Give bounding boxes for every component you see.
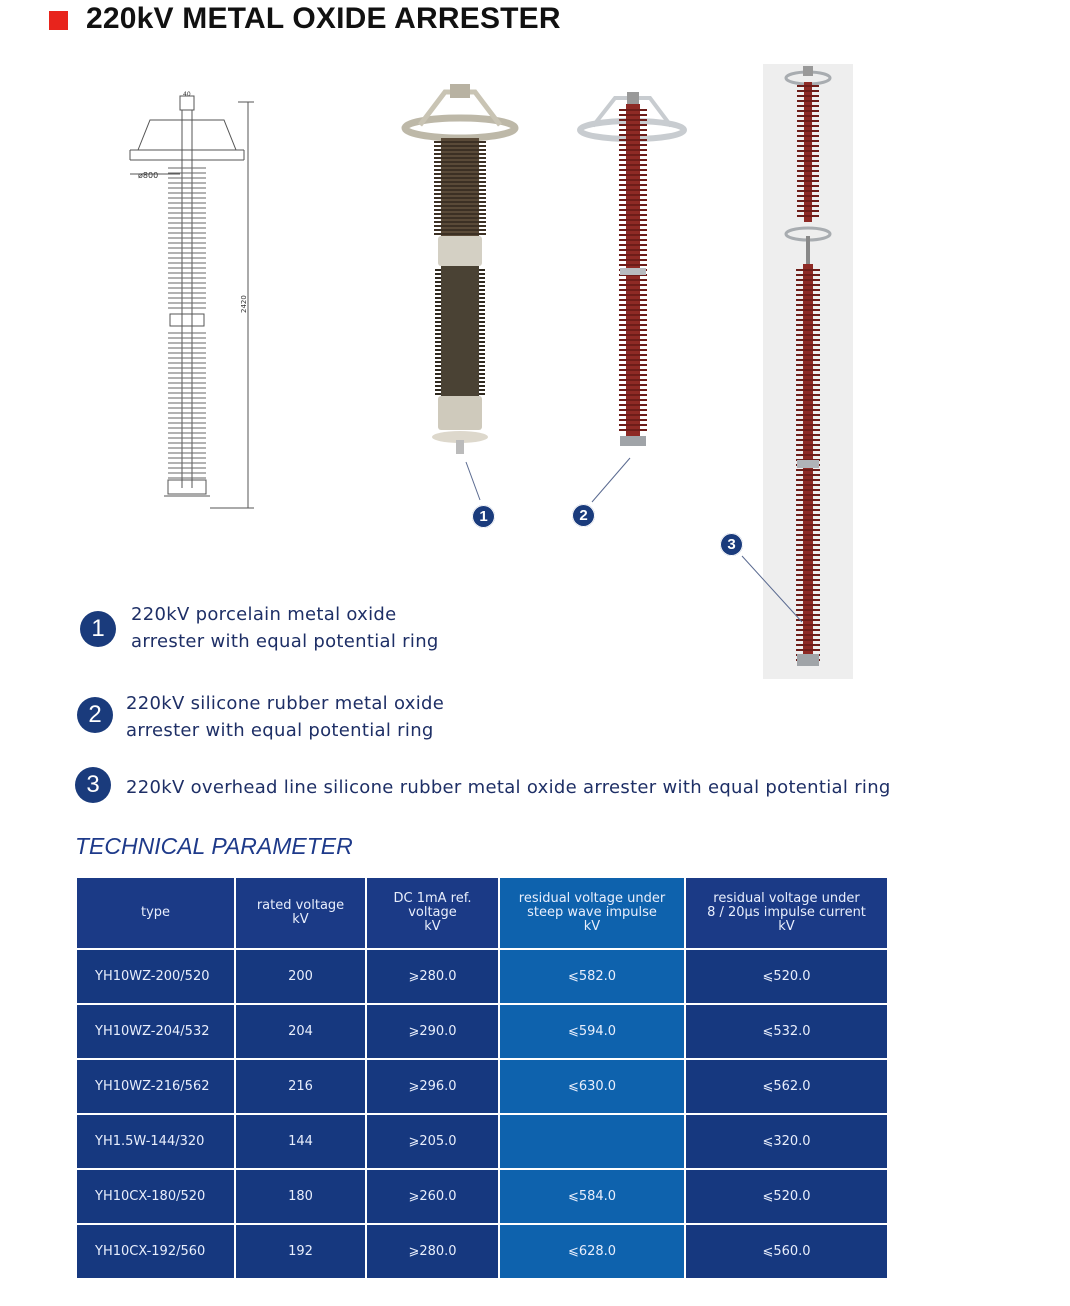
- cell-type: YH10WZ-216/562: [76, 1059, 235, 1114]
- legend-item-3-line1: 220kV overhead line silicone rubber metal oxide arrester with equal potential ring: [126, 777, 891, 798]
- header-type: type: [76, 877, 235, 949]
- cell-steep-wave-residual: ⩽630.0: [499, 1059, 685, 1114]
- table-header-row: [76, 877, 888, 949]
- cell-rated-voltage: 200: [235, 949, 366, 1004]
- cell-impulse-residual: ⩽560.0: [685, 1224, 888, 1279]
- cell-steep-wave-residual: ⩽594.0: [499, 1004, 685, 1059]
- callout-1: 1: [472, 505, 495, 528]
- cell-type: YH10WZ-204/532: [76, 1004, 235, 1059]
- cell-type: YH10CX-180/520: [76, 1169, 235, 1224]
- legend-item-2-line2: arrester with equal potential ring: [126, 720, 434, 741]
- header-rated-voltage: rated voltage kV: [235, 877, 366, 949]
- page-title: 220kV METAL OXIDE ARRESTER: [86, 2, 561, 35]
- cell-steep-wave-residual: [499, 1114, 685, 1169]
- legend-item-2-line1: 220kV silicone rubber metal oxide: [126, 693, 445, 714]
- header-impulse-residual: residual voltage under 8 / 20μs impulse current kV: [685, 877, 888, 949]
- cell-impulse-residual: ⩽562.0: [685, 1059, 888, 1114]
- legend-item-1-line2: arrester with equal potential ring: [131, 631, 439, 652]
- top-label: 40: [183, 91, 191, 98]
- cell-type: YH10WZ-200/520: [76, 949, 235, 1004]
- cell-type: YH10CX-192/560: [76, 1224, 235, 1279]
- table-row: [76, 1224, 888, 1279]
- header-dc-ref-voltage: DC 1mA ref. voltage kV: [366, 877, 499, 949]
- legend-number-3: 3: [75, 767, 111, 803]
- legend-item-1-line1: 220kV porcelain metal oxide: [131, 604, 397, 625]
- legend-item-1: [131, 601, 439, 655]
- callout-3: 3: [720, 533, 743, 556]
- cell-impulse-residual: ⩽532.0: [685, 1004, 888, 1059]
- cell-rated-voltage: 180: [235, 1169, 366, 1224]
- table-row: [76, 1169, 888, 1224]
- height-label: 2420: [240, 295, 248, 313]
- cell-impulse-residual: ⩽320.0: [685, 1114, 888, 1169]
- callout-2: 2: [572, 504, 595, 527]
- cell-impulse-residual: ⩽520.0: [685, 949, 888, 1004]
- section-title: TECHNICAL PARAMETER: [75, 833, 353, 859]
- cell-steep-wave-residual: ⩽584.0: [499, 1169, 685, 1224]
- legend-item-3: [126, 774, 891, 801]
- cell-dc-ref-voltage: ⩾280.0: [366, 1224, 499, 1279]
- cell-steep-wave-residual: ⩽628.0: [499, 1224, 685, 1279]
- cell-rated-voltage: 192: [235, 1224, 366, 1279]
- legend-number-2: 2: [77, 697, 113, 733]
- cell-impulse-residual: ⩽520.0: [685, 1169, 888, 1224]
- table-row: [76, 1059, 888, 1114]
- cell-rated-voltage: 144: [235, 1114, 366, 1169]
- cell-rated-voltage: 204: [235, 1004, 366, 1059]
- cell-dc-ref-voltage: ⩾280.0: [366, 949, 499, 1004]
- table-row: [76, 949, 888, 1004]
- technical-parameter-table: [75, 876, 889, 1280]
- cell-steep-wave-residual: ⩽582.0: [499, 949, 685, 1004]
- cell-dc-ref-voltage: ⩾290.0: [366, 1004, 499, 1059]
- table-row: [76, 1004, 888, 1059]
- cell-type: YH1.5W-144/320: [76, 1114, 235, 1169]
- cell-rated-voltage: 216: [235, 1059, 366, 1114]
- table-row: [76, 1114, 888, 1169]
- cell-dc-ref-voltage: ⩾205.0: [366, 1114, 499, 1169]
- header-steep-wave-residual: residual voltage under steep wave impulse kV: [499, 877, 685, 949]
- cell-dc-ref-voltage: ⩾260.0: [366, 1169, 499, 1224]
- legend-item-2: [126, 690, 444, 744]
- cell-dc-ref-voltage: ⩾296.0: [366, 1059, 499, 1114]
- diameter-label: ø800: [138, 171, 159, 180]
- legend-number-1: 1: [80, 611, 116, 647]
